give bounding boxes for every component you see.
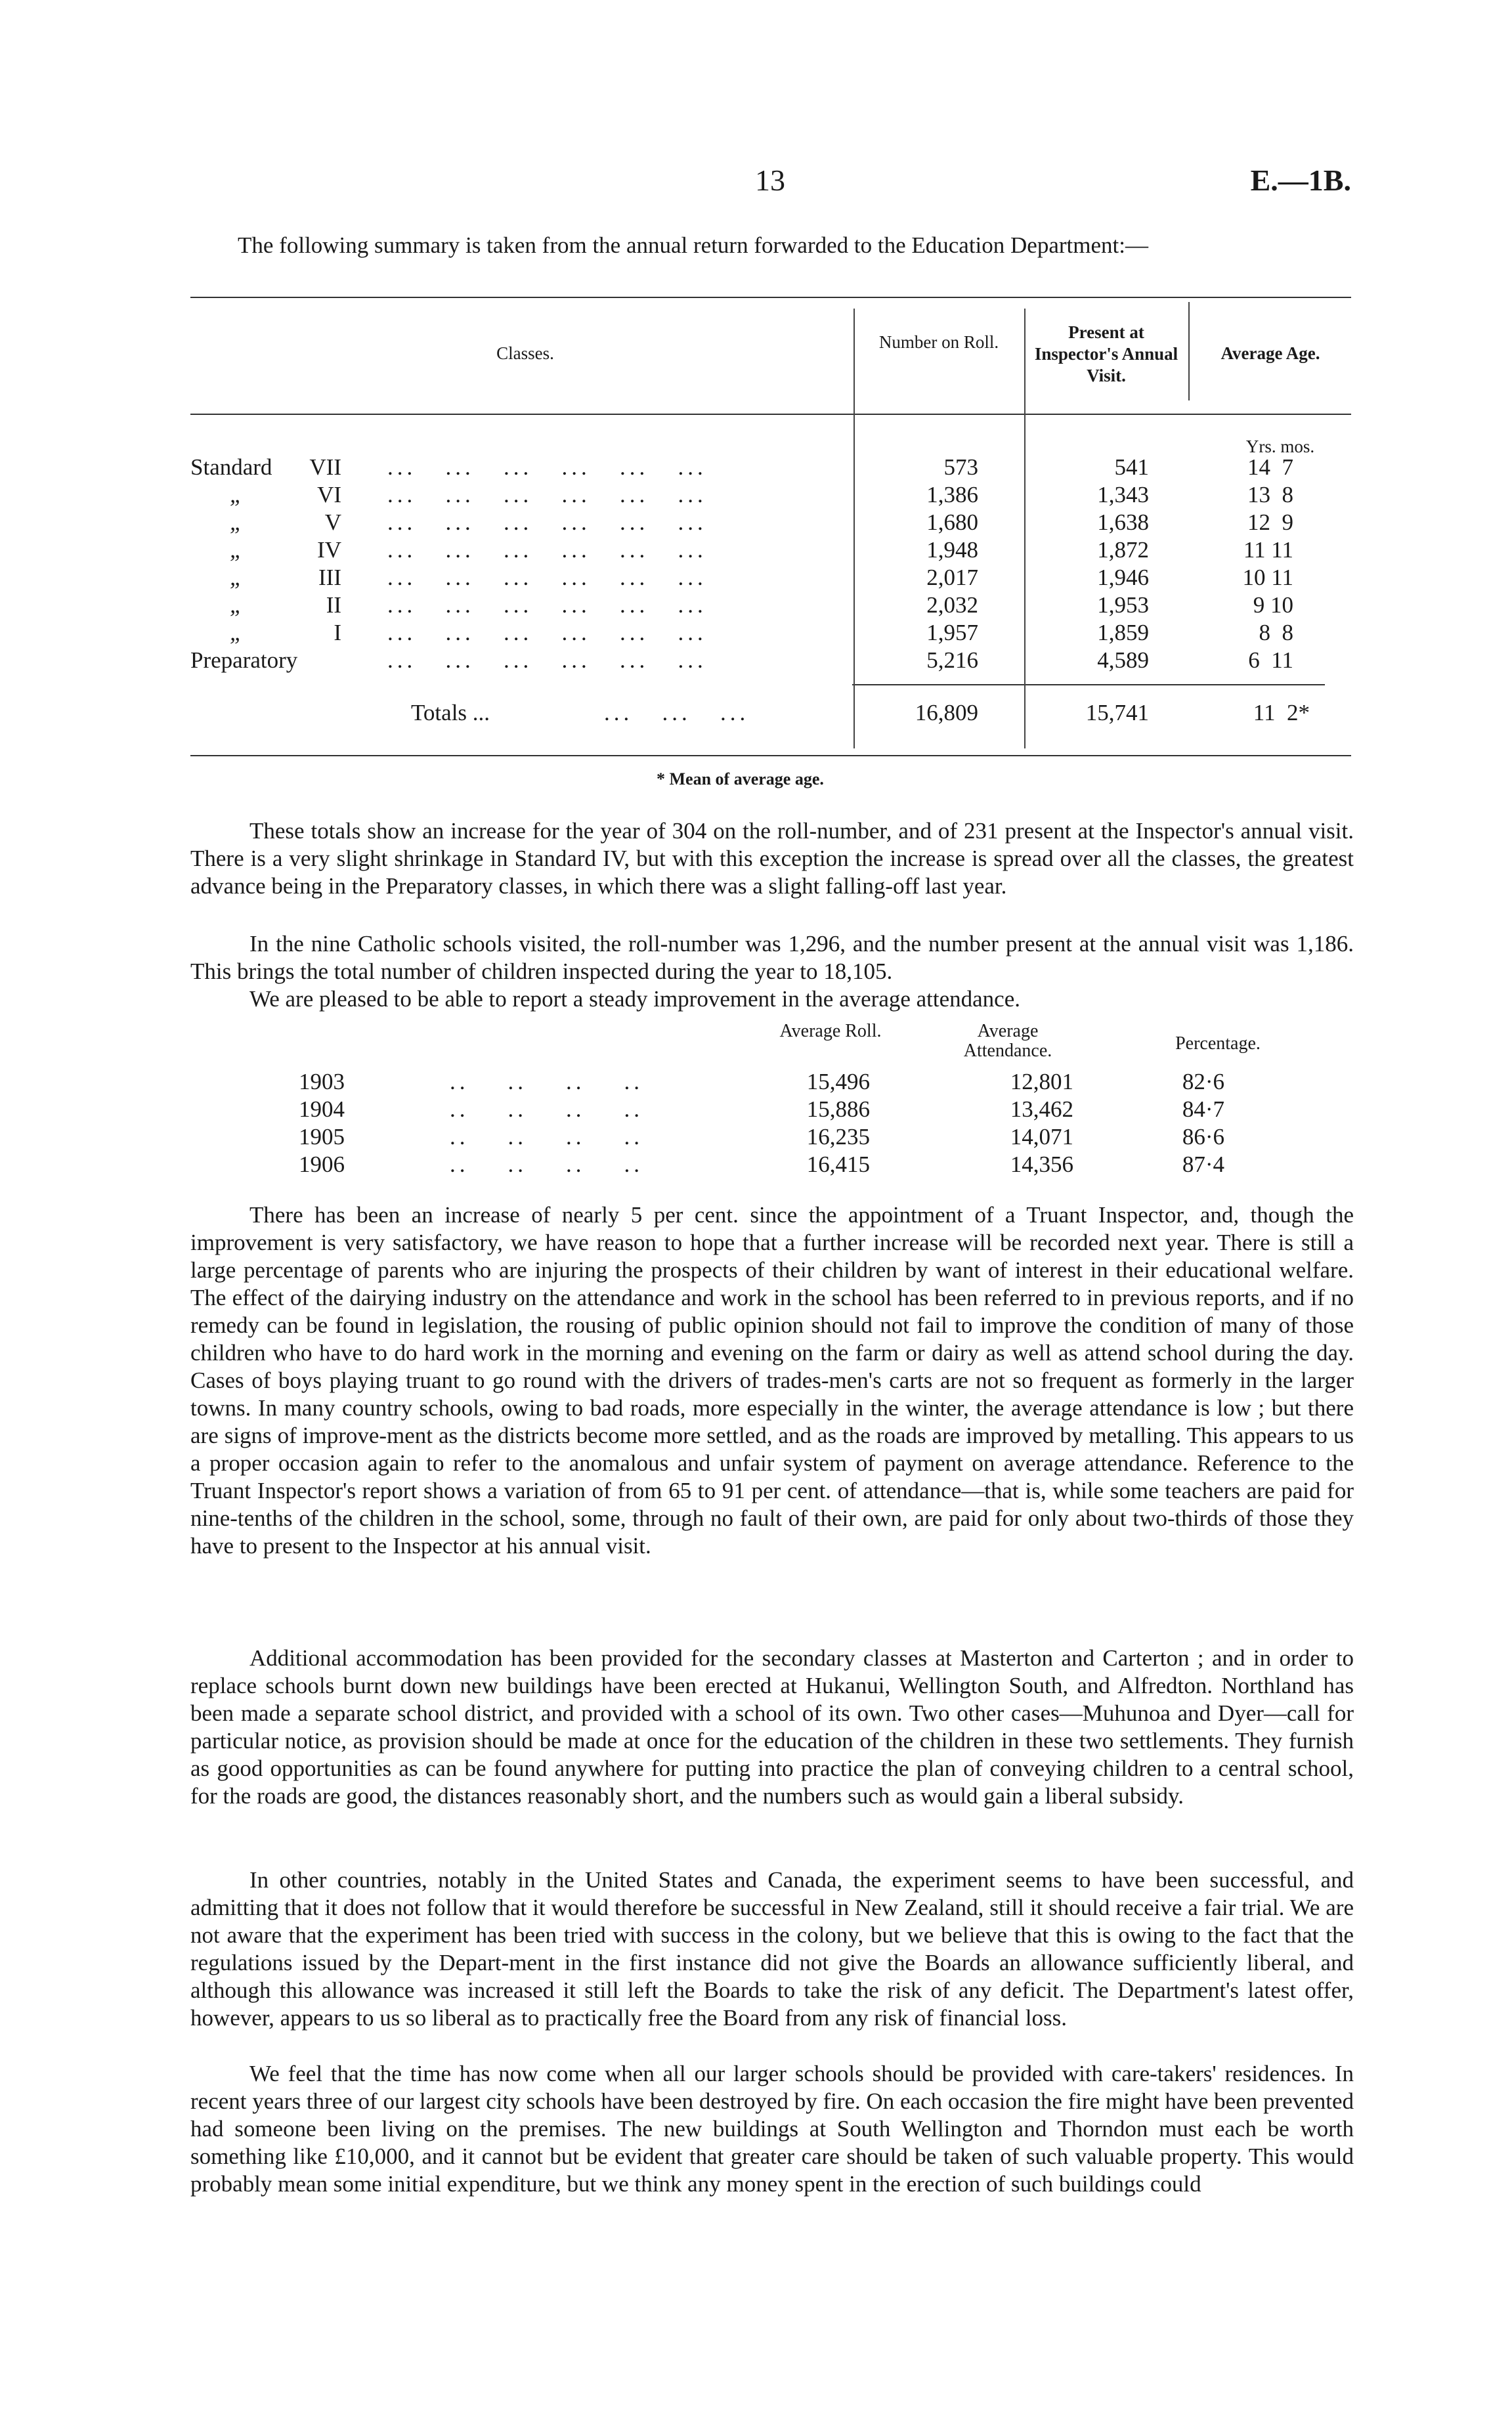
class-numeral: II [326,592,341,618]
header-average-roll: Average Roll. [779,1021,882,1041]
header-average-attendance: Average Attendance. [963,1021,1052,1061]
class-label: Preparatory [190,647,298,673]
ditto-mark: „ [230,592,243,618]
paragraph-truant-inspector: There has been an increase of nearly 5 per cent. since the appointment of a Truant Inspector, and, though the improvement is very satisfactory, we have reason to hope that a further increase will be recorded next year. There is still a large percentage of parents who are injuring the prospects of their children by want of interest in their educational welfare. The effect of the dairying industry on the attendance and work in the school has been referred to in previous reports, and if no remedy can be found in legislation, the rousing of public opinion should not fail to improve the condition of many of those children who have to do hard work in the morning and evening on the farm or dairy as well as attend school during the day. Cases of boys playing truant to go round with the drivers of trades-men's carts are not so frequent as formerly in the larger towns. In many country schools, owing to bad roads, more especially in the winter, the average attendance is low ; but there are signs of improve-ment as the districts become more settled, and as the roads are improved by metalling. This appears to us a proper occasion again to refer to the anomalous and unfair system of payment on average attendance. Reference to the Truant Inspector's report shows a variation of from 65 to 91 per cent. of attendance—that is, while some teachers are paid for nine-tenths of the children in the school, some, through no fault of their own, are paid for only about two-thirds of those they have to present to the Inspector at his annual visit. [190,1202,1354,1559]
present-value: 1,859 [1097,620,1149,645]
age-value: 14 7 [1247,454,1293,480]
present-value: 1,343 [1097,482,1149,507]
average-roll: 16,235 [806,1124,870,1150]
age-value: 12 9 [1247,509,1293,535]
class-numeral: V [324,509,341,535]
leader-dots: ... ... ... ... ... ... [387,620,707,645]
year: 1903 [299,1069,345,1094]
table-top-rule [190,297,1351,298]
totals-row [190,700,1333,727]
totals-roll: 16,809 [915,700,978,725]
roll-value: 1,386 [926,482,978,507]
table-header-rule [190,414,1351,415]
paragraph-totals: These totals show an increase for the year of 304 on the roll-number, and of 231 present at the Inspector's annual visit. There is a very slight shrinkage in Standard IV, but with this exception the increase is spread over all the classes, the greatest advance being in the Preparatory classes, in which there was a slight falling-off last year. [190,818,1354,899]
leader-dots: .. .. .. .. [450,1152,643,1177]
average-roll: 15,886 [806,1096,870,1122]
roll-value: 1,948 [926,537,978,563]
average-attendance: 14,356 [1010,1152,1073,1177]
percentage: 86·6 [1182,1124,1224,1150]
leader-dots: ... ... ... ... ... ... [387,454,707,480]
leader-dots: ... ... ... [604,700,750,725]
ditto-mark: „ [230,565,243,590]
age-units: Yrs. mos. [1245,437,1315,456]
table-footnote: * Mean of average age. [657,769,824,788]
class-numeral: I [334,620,341,645]
age-value: 13 8 [1247,482,1293,507]
roll-value: 5,216 [926,647,978,673]
class-label: Standard [190,454,272,480]
intro-paragraph: The following summary is taken from the annual return forwarded to the Education Department:— [238,232,1148,258]
age-value: 11 11 [1243,537,1293,563]
table-row [190,454,1333,482]
table-row [190,592,1333,620]
class-numeral: IV [317,537,341,563]
year: 1905 [299,1124,345,1150]
roll-value: 573 [943,454,978,480]
table-row [299,1069,1349,1096]
header-classes: Classes. [496,343,554,363]
leader-dots: .. .. .. .. [450,1124,643,1150]
table-totals-rule [852,684,1325,685]
average-attendance: 13,462 [1010,1096,1073,1122]
header-average-age: Average Age. [1220,343,1320,363]
roll-value: 1,957 [926,620,978,645]
average-roll: 15,496 [806,1069,870,1094]
age-value: 10 11 [1242,565,1293,590]
present-value: 1,946 [1097,565,1149,590]
present-value: 1,872 [1097,537,1149,563]
percentage: 87·4 [1182,1152,1224,1177]
leader-dots: .. .. .. .. [450,1069,643,1094]
ditto-mark: „ [230,482,243,507]
age-value: 9 10 [1253,592,1293,618]
present-value: 541 [1114,454,1149,480]
class-numeral: VI [317,482,341,507]
table-row [299,1124,1349,1152]
table-row [190,620,1333,647]
table-row [190,565,1333,592]
paragraph-attendance-intro: We are pleased to be able to report a steady improvement in the average attendance. [249,986,1021,1012]
leader-dots: ... ... ... ... ... ... [387,592,707,618]
page-number: 13 [755,163,785,197]
totals-present: 15,741 [1085,700,1149,725]
col-divider-3 [1188,302,1190,400]
average-attendance: 14,071 [1010,1124,1073,1150]
header-present: Present at Inspector's Annual Visit. [1034,322,1178,385]
header-number-on-roll: Number on Roll. [878,332,999,352]
totals-age: 11 2* [1253,700,1310,725]
present-value: 4,589 [1097,647,1149,673]
roll-value: 1,680 [926,509,978,535]
ditto-mark: „ [230,537,243,563]
paragraph-other-countries: In other countries, notably in the United States and Canada, the experiment seems to have been successful, and admitting that it does not follow that it would therefore be successful in New Zealand, still it should receive a fair trial. We are not aware that the experiment has been tried with success in the colony, but we believe that this is owing to the fact that the regulations issued by the Depart-ment in the first instance did not give the Boards an allowance sufficiently liberal, and although this allowance was increased it still left the Boards to take the risk of any deficit. The Department's latest offer, however, appears to us so liberal as to practically free the Board from any risk of financial loss. [190,1867,1354,2031]
percentage: 84·7 [1182,1096,1224,1122]
present-value: 1,953 [1097,592,1149,618]
table-row [190,537,1333,565]
table-row [299,1152,1349,1179]
age-value: 6 11 [1248,647,1293,673]
totals-label: Totals ... [411,700,490,725]
present-value: 1,638 [1097,509,1149,535]
table-row [299,1096,1349,1124]
paragraph-catholic-schools: In the nine Catholic schools visited, the roll-number was 1,296, and the number present at the annual visit was 1,186. This brings the total number of children inspected during the year to 18,105. [190,931,1354,984]
table-row [190,647,1333,675]
leader-dots: ... ... ... ... ... ... [387,647,707,673]
leader-dots: ... ... ... ... ... ... [387,482,707,507]
class-numeral: VII [309,454,341,480]
leader-dots: ... ... ... ... ... ... [387,509,707,535]
year: 1904 [299,1096,345,1122]
average-roll: 16,415 [806,1152,870,1177]
leader-dots: ... ... ... ... ... ... [387,565,707,590]
roll-value: 2,032 [926,592,978,618]
table-row [190,482,1333,509]
header-percentage: Percentage. [1175,1033,1261,1054]
ditto-mark: „ [230,509,243,535]
table-bottom-rule [190,755,1351,756]
leader-dots: .. .. .. .. [450,1096,643,1122]
ditto-mark: „ [230,620,243,645]
leader-dots: ... ... ... ... ... ... [387,537,707,563]
document-reference: E.—1B. [1250,163,1351,197]
class-numeral: III [318,565,341,590]
table-row [190,509,1333,537]
percentage: 82·6 [1182,1069,1224,1094]
roll-value: 2,017 [926,565,978,590]
year: 1906 [299,1152,345,1177]
paragraph-caretakers: We feel that the time has now come when all our larger schools should be provided with care-takers' residences. In recent years three of our largest city schools have been destroyed by fire. On each occasion the fire might have been prevented had someone been living on the premises. The new buildings at South Wellington and Thorndon must each be worth something like £10,000, and it cannot but be evident that greater care should be taken of such valuable property. This would probably mean some initial expenditure, but we think any money spent in the erection of such buildings could [190,2061,1354,2197]
average-attendance: 12,801 [1010,1069,1073,1094]
age-value: 8 8 [1259,620,1293,645]
paragraph-accommodation: Additional accommodation has been provided for the secondary classes at Masterton and Carterton ; and in order to replace schools burnt down new buildings have been erected at Hukanui, Wellington South, and Alfredton. Northland has been made a separate school district, and provided with a school of its own. Two other cases—Muhunoa and Dyer—call for particular notice, as provision should be made at once for the education of the children in these two settlements. They furnish as good opportunities as can be found anywhere for putting into practice the plan of conveying children to a central school, for the roads are good, the distances reasonably short, and the numbers such as would gain a liberal subsidy. [190,1645,1354,1809]
